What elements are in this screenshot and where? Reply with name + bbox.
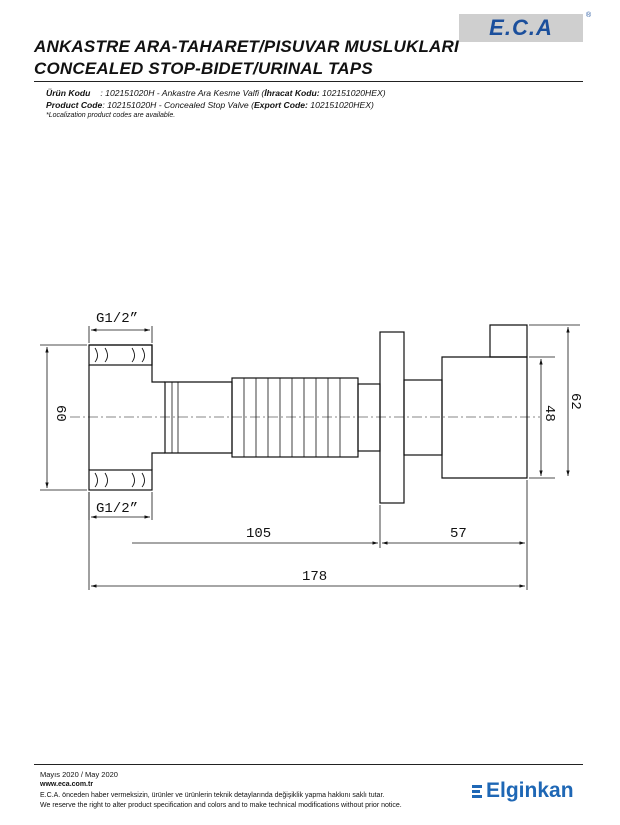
footer-notice-tr: E.C.A. önceden haber vermeksizin, ürünler ve ürünlerin teknik detaylarında değişiklik yapma hakkını saklı tutar.: [40, 792, 385, 799]
fitting-lower-shoulder: [152, 453, 165, 470]
dim-62-label: 62: [567, 393, 583, 410]
dim-178-label: 178: [302, 569, 328, 585]
handle-neck: [404, 380, 442, 455]
product-code-en-label: Product Code: [46, 100, 103, 110]
product-code-en-value: : 102151020H - Concealed Stop Valve (: [102, 100, 254, 110]
dim-57-label: 57: [450, 526, 467, 542]
handle-body: [442, 357, 527, 478]
fitting-upper-shoulder: [152, 365, 165, 382]
product-code-tr-label: Ürün Kodu: [46, 88, 91, 98]
dim-60-label: 60: [52, 405, 68, 422]
localization-note: *Localization product codes are available.: [46, 112, 176, 119]
footer-divider: [34, 764, 583, 765]
elginkan-logo: [472, 779, 574, 803]
registered-mark: ®: [586, 12, 592, 19]
spindle-collar: [358, 384, 380, 451]
handle-lever: [490, 325, 527, 357]
eca-logo-text: E.C.A: [489, 15, 553, 40]
title-turkish: ANKASTRE ARA-TAHARET/PISUVAR MUSLUKLARI: [34, 37, 459, 56]
ribbed-spindle: [232, 378, 358, 457]
elginkan-brand-text: Elginkan: [486, 779, 574, 802]
thread-bottom-label: G1/2”: [96, 501, 139, 517]
dim-105-label: 105: [246, 526, 272, 542]
title-english: CONCEALED STOP-BIDET/URINAL TAPS: [34, 59, 373, 78]
elginkan-mark-icon: [472, 785, 482, 798]
footer-website: www.eca.com.tr: [40, 781, 94, 788]
dim-48-label: 48: [541, 405, 557, 422]
export-code-en-value: 102151020HEX): [307, 100, 374, 110]
thread-top-label: G1/2”: [96, 311, 139, 327]
product-code-tr-value: : 102151020H - Ankastre Ara Kesme Valfi (: [100, 88, 265, 98]
wall-flange: [380, 332, 404, 503]
stem-body: [165, 382, 232, 453]
footer-notice-en: We reserve the right to alter product specification and colors and to make technical modifications without prior notice.: [40, 802, 402, 809]
footer-date: Mayıs 2020 / May 2020: [40, 770, 118, 779]
export-code-tr-label: İhracat Kodu:: [264, 88, 320, 98]
export-code-en-label: Export Code:: [253, 100, 308, 110]
export-code-tr-value: 102151020HEX): [319, 88, 386, 98]
